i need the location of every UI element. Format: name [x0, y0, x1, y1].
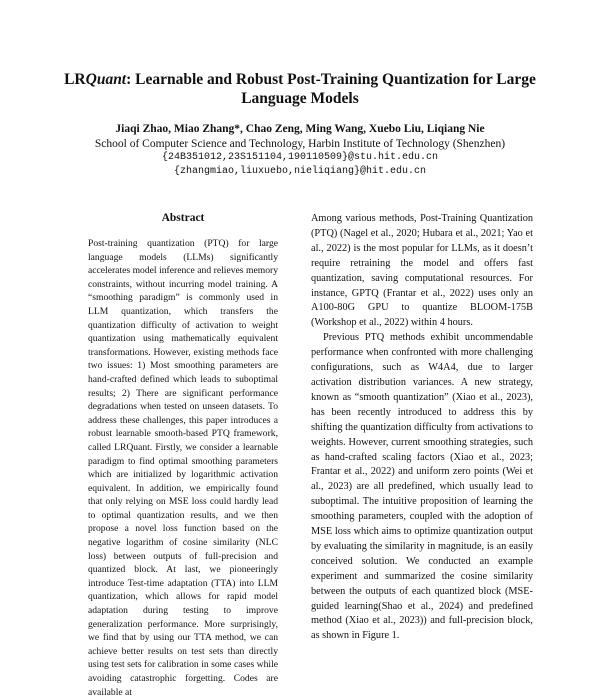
abstract-text: Post-training quantization (PTQ) for large language models (LLMs) significantly accelerates model inference and relieves memory constraints, without incurring model training. A “smoothing paradigm” is commonly used in LLM quantization, which transfers the quantization difficulty of activation to weight quantization using mathematically equivalent transformations. However, existing methods face two issues: 1) Most smoothing parameters are hand-crafted defined which leads to suboptimal results; 2) There are significant performance degradations when tested on unseen datasets. To address these challenges, this paper introduces a robust learnable smooth-based PTQ framework, called LRQuant. Firstly, we consider a learnable paradigm to find optimal smoothing parameters which are initialized by logarithmic activation equivalent. In addition, we empirically found that only relying on MSE loss could hardly lead to optimal quantization results, and we then propose a novel loss function based on the negative logarithm of cosine similarity (NLC loss) between outputs of full-precision and quantized block. At last, we pioneeringly introduce Test-time adaptation (TTA) into LLM quantization, which allows for rapid model adaptation during testing to improve generalization performance. More surprisingly, we find that by using our TTA method, we can achieve better results on test sets than directly using test sets for calibration in some cases while avoiding catastrophic forgetting. Codes are available at [88, 238, 278, 698]
authors: Jiaqi Zhao, Miao Zhang*, Chao Zeng, Ming Wang, Xuebo Liu, Liqiang Nie [115, 123, 485, 135]
intro-paragraph-2: Previous PTQ methods exhibit uncommendable performance when confronted with more challenging configurations, such as W4A4, due to larger activation distribution variances. A new strategy, known as “smooth quantization” (Xiao et al., 2023), has been recently introduced to address this by shifting the quantization difficulty from activations to weights. However, current smoothing strategies, such as hand-crafted scaling factors (Xiao et al., 2023; Frantar et al., 2022) and uniform zero points (Wei et al., 2023) are all predefined, which usually lead to suboptimal. The intuitive proposition of learning the smoothing parameters, coupled with the adoption of MSE loss which aims to optimize quantization output by evaluating the similarity in magnitude, is an easily conceived solution. We conducted an example experiment and summarized the cosine similarity between the outputs of each quantized block (MSE-guided learning(Shao et al., 2024) and predefined method (Xiao et al., 2023)) and full-precision block, as shown in Figure 1. [311, 332, 533, 642]
intro-paragraph-1: Among various methods, Post-Training Quantization (PTQ) (Nagel et al., 2020; Hubara et al., 2021; Yao et al., 2022) is the most popular for LLMs, as it doesn’t require retraining the model and offers fast quantization, saving computational resources. For instance, GPTQ (Frantar et al., 2022) uses only an A100-80G GPU to quantize BLOOM-175B (Workshop et al., 2022) within 4 hours. [311, 213, 533, 329]
title-rest: : Learnable and Robust Post-Training Quantization for Large Language Models [126, 71, 536, 107]
title-name: LR [64, 71, 86, 88]
paper-title [40, 70, 560, 108]
email-line-2: {zhangmiao,liuxuebo,nieliqiang}@hit.edu.cn [173, 166, 427, 177]
affiliation: School of Computer Science and Technology, Harbin Institute of Technology (Shenzhen) [94, 138, 506, 150]
email-line-1: {24B351012,23S151104,190110509}@stu.hit.edu.cn [161, 152, 439, 163]
abstract-heading: Abstract [161, 212, 205, 224]
title-name-italic: Quant [85, 71, 127, 88]
intro-column [311, 212, 533, 644]
abstract-body [88, 237, 278, 699]
